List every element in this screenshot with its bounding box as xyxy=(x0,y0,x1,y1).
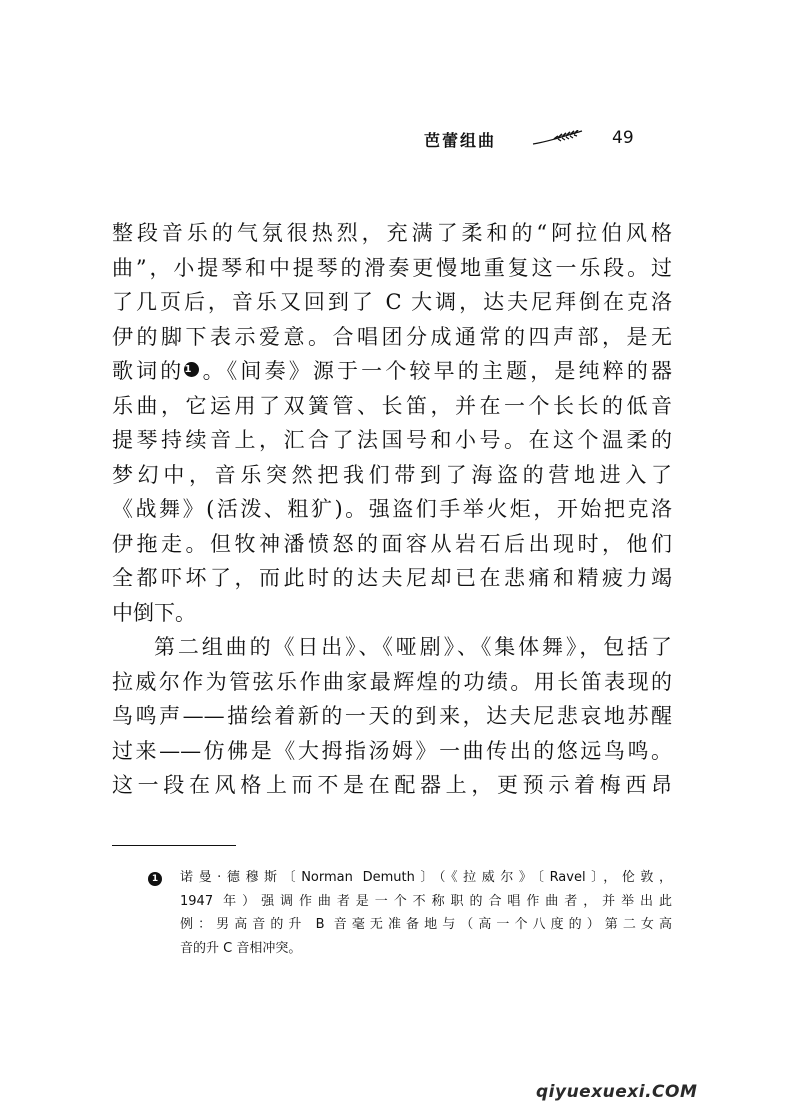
body-line: 曲”，小提琴和中提琴的滑奏更慢地重复这一乐段。过 xyxy=(112,255,672,280)
body-line: 提琴持续音上，汇合了法国号和小号。在这个温柔的 xyxy=(112,428,672,452)
footnote-reference[interactable]: 1 xyxy=(184,362,199,377)
body-line xyxy=(112,354,672,389)
footnote-line: 音的升 C 音相冲突。 xyxy=(180,940,302,956)
body-line-rest: 。《间奏》源于一个较早的主题，是纯粹的器 xyxy=(199,359,673,383)
body-line: 梦幻中，音乐突然把我们带到了海盗的营地进入了 xyxy=(112,462,672,487)
footnote-body xyxy=(180,866,672,960)
body-line: 了几页后，音乐又回到了 C 大调，达夫尼拜倒在克洛 xyxy=(112,290,672,314)
footnote-divider xyxy=(112,845,236,846)
footnote-marker: 1 xyxy=(148,872,162,886)
body-line: 全都吓坏了，而此时的达夫尼却已在悲痛和精疲力竭 xyxy=(112,566,672,590)
footnote-line: 诺曼·德穆斯〔Norman Demuth〕（《拉威尔》〔Ravel〕，伦敦， xyxy=(180,870,672,885)
body-line: 过来——仿佛是《大拇指汤姆》一曲传出的悠远鸟鸣。 xyxy=(112,738,672,763)
body-line: 拉威尔作为管弦乐作曲家最辉煌的功绩。用长笛表现的 xyxy=(112,669,672,694)
footnote-line: 1947 年）强调作曲者是一个不称职的合唱作曲者，并举出此 xyxy=(180,893,672,909)
body-line: 第二组曲的《日出》、《哑剧》、《集体舞》，包括了 xyxy=(154,635,672,659)
body-line: 整段音乐的气氛很热烈，充满了柔和的“阿拉伯风格 xyxy=(112,221,672,245)
running-header xyxy=(0,128,794,158)
body-line: 《战舞》(活泼、粗犷)。强盗们手举火炬，开始把克洛 xyxy=(112,497,672,521)
footnote-line: 例：男高音的升 B 音毫无准备地与（高一个八度的）第二女高 xyxy=(180,917,672,932)
body-line: 鸟鸣声——描绘着新的一天的到来，达夫尼悲哀地苏醒 xyxy=(112,704,672,728)
body-line: 伊拖走。但牧神潘愤怒的面容从岩石后出现时，他们 xyxy=(112,531,672,556)
body-line: 这一段在风格上而不是在配器上，更预示着梅西昂 xyxy=(112,773,672,797)
page-number: 49 xyxy=(612,128,634,148)
body-line-prefix: 歌词的 xyxy=(112,359,185,383)
body-line: 中倒下。 xyxy=(112,600,196,625)
body-line: 乐曲，它运用了双簧管、长笛，并在一个长长的低音 xyxy=(112,393,672,418)
site-watermark: qiyuexuexi.COM xyxy=(536,1082,698,1102)
body-text xyxy=(112,216,672,803)
header-title: 芭蕾组曲 xyxy=(424,131,497,150)
flourish-ornament-icon xyxy=(532,130,584,146)
body-line: 伊的脚下表示爱意。合唱团分成通常的四声部，是无 xyxy=(112,324,672,349)
